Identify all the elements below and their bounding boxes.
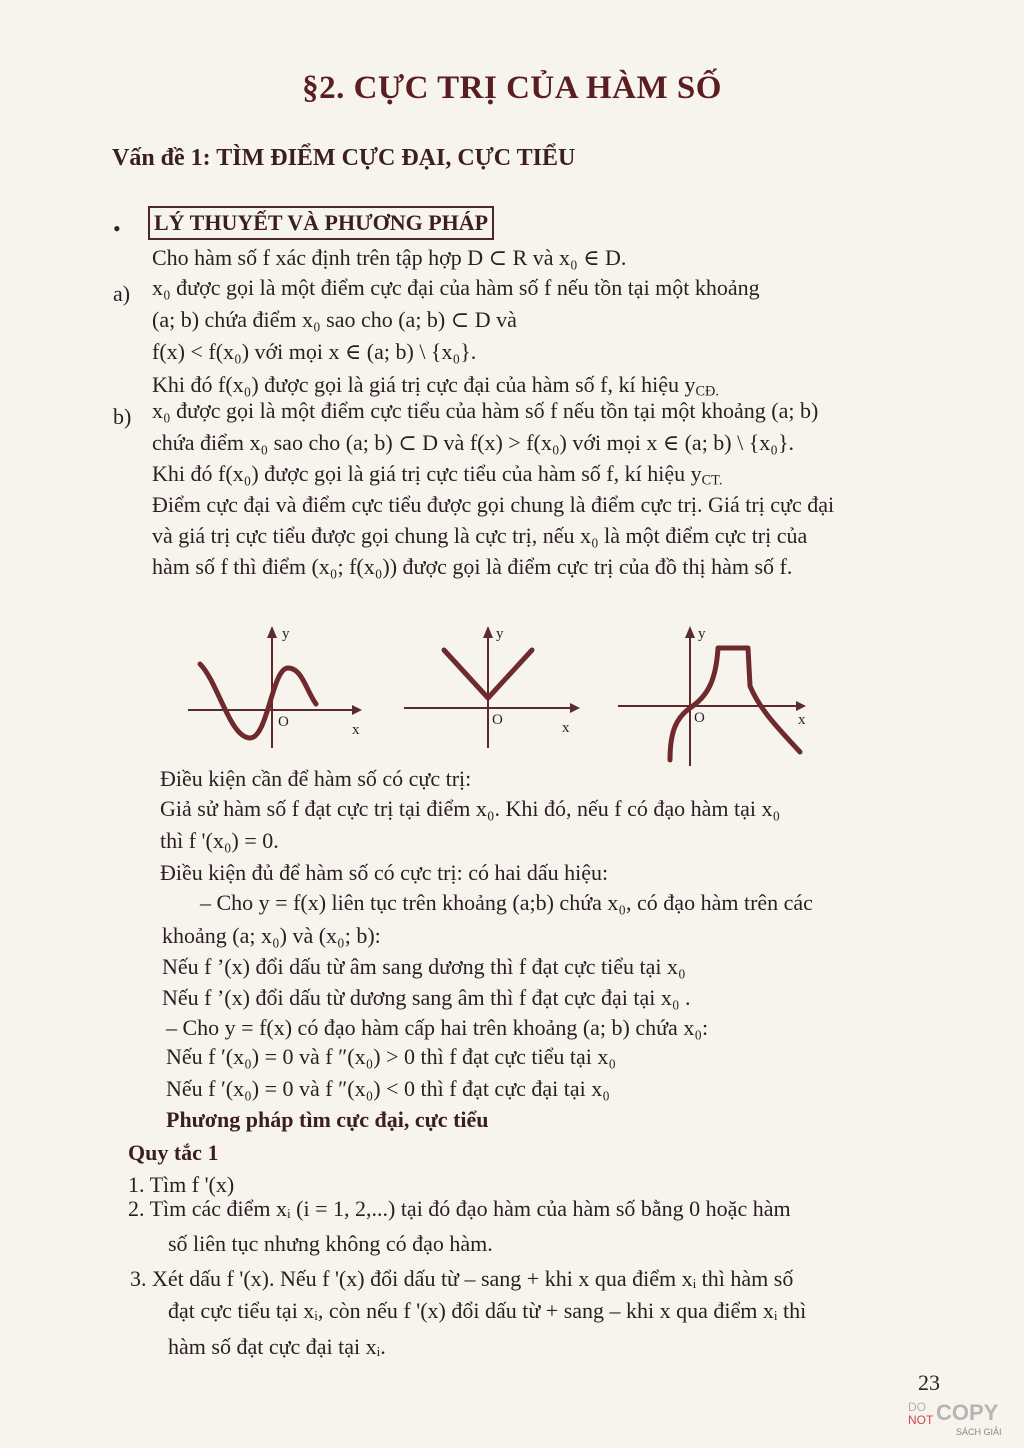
stamp-copy: COPY xyxy=(936,1400,999,1425)
bullet-icon: • xyxy=(113,216,121,241)
text-line: Điều kiện cần để hàm số có cực trị: xyxy=(160,766,472,791)
x-axis-arrow-icon xyxy=(352,705,362,715)
text-line xyxy=(152,461,722,490)
x-label: x xyxy=(352,722,360,738)
rule-heading: Quy tắc 1 xyxy=(128,1140,219,1165)
text-line: (a; b) chứa điểm x₀ sao cho (a; b) ⊂ D và xyxy=(152,307,517,332)
text-line: Nếu f ’(x) đổi dấu từ âm sang dương thì f đạt cực tiểu tại x₀ xyxy=(162,954,686,979)
page-number: 23 xyxy=(918,1370,940,1395)
curve xyxy=(200,664,316,738)
text-line: khoảng (a; x₀) và (x₀; b): xyxy=(162,923,381,948)
x-axis-arrow-icon xyxy=(570,703,580,713)
text-line: x₀ được gọi là một điểm cực tiểu của hàm số f nếu tồn tại một khoảng (a; b) xyxy=(152,398,819,423)
stamp-not: NOT xyxy=(908,1413,934,1427)
origin-label: O xyxy=(694,710,705,726)
graph-3 xyxy=(618,620,818,770)
text-line: hàm số f thì điểm (x₀; f(x₀)) được gọi là điểm cực trị của đồ thị hàm số f. xyxy=(152,554,793,579)
text-line: Nếu f ′(x₀) = 0 và f ″(x₀) < 0 thì f đạt cực đại tại x₀ xyxy=(166,1076,610,1101)
y-label: y xyxy=(698,626,706,642)
text-line: Nếu f ’(x) đổi dấu từ dương sang âm thì f đạt cực đại tại x₀ . xyxy=(162,985,691,1010)
text-line: chứa điểm x₀ sao cho (a; b) ⊂ D và f(x) > f(x₀) với mọi x ∈ (a; b) \ {x₀}. xyxy=(152,430,795,455)
section-heading: Vấn đề 1: TÌM ĐIỂM CỰC ĐẠI, CỰC TIỂU xyxy=(112,145,576,171)
y-label: y xyxy=(282,626,290,642)
text-line: và giá trị cực tiểu được gọi chung là cực trị, nếu x₀ là một điểm cực trị của xyxy=(152,523,808,548)
list-item: 3. Xét dấu f '(x). Nếu f '(x) đổi dấu từ – sang + khi x qua điểm xᵢ thì hàm số xyxy=(130,1266,794,1291)
stamp-brand: SÁCH GIẢI xyxy=(956,1427,1002,1437)
text-span: Khi đó f(x₀) được gọi là giá trị cực tiểu của hàm số f, kí hiệu y xyxy=(152,461,702,486)
text-line: f(x) < f(x₀) với mọi x ∈ (a; b) \ {x₀}. xyxy=(152,339,477,364)
text-line: Nếu f ′(x₀) = 0 và f ″(x₀) > 0 thì f đạt cực tiểu tại x₀ xyxy=(166,1044,617,1069)
list-item-continuation: đạt cực tiểu tại xᵢ, còn nếu f '(x) đổi dấu từ + sang – khi x qua điểm xᵢ thì xyxy=(168,1298,807,1323)
graph-1 xyxy=(188,620,368,750)
origin-label: O xyxy=(492,712,503,728)
list-item: 2. Tìm các điểm xᵢ (i = 1, 2,...) tại đó đạo hàm của hàm số bằng 0 hoặc hàm xyxy=(128,1196,791,1221)
text-span: Khi đó f(x₀) được gọi là giá trị cực đại của hàm số f, kí hiệu y xyxy=(152,372,696,397)
y-axis-arrow-icon xyxy=(267,626,277,638)
list-item-continuation: hàm số đạt cực đại tại xᵢ. xyxy=(168,1334,386,1359)
x-axis-arrow-icon xyxy=(796,701,806,711)
x-label: x xyxy=(798,712,806,728)
text-line: Điểm cực đại và điểm cực tiểu được gọi chung là điểm cực trị. Giá trị cực đại xyxy=(152,492,835,517)
list-item: 1. Tìm f '(x) xyxy=(128,1172,235,1197)
stamp-do: DO xyxy=(908,1400,926,1414)
text-line xyxy=(152,372,719,401)
theory-heading: LÝ THUYẾT VÀ PHƯƠNG PHÁP xyxy=(148,206,494,240)
item-label-a: a) xyxy=(113,281,131,306)
list-item-continuation: số liên tục nhưng không có đạo hàm. xyxy=(168,1231,493,1256)
do-not-copy-stamp xyxy=(906,1400,1014,1444)
origin-label: O xyxy=(278,714,289,730)
text-line: – Cho y = f(x) có đạo hàm cấp hai trên khoảng (a; b) chứa x₀: xyxy=(166,1015,709,1040)
text-line: – Cho y = f(x) liên tục trên khoảng (a;b) chứa x₀, có đạo hàm trên các xyxy=(200,890,813,915)
y-label: y xyxy=(496,626,504,642)
subscript-ct: CT. xyxy=(701,472,723,489)
text-line: x₀ được gọi là một điểm cực đại của hàm số f nếu tồn tại một khoảng xyxy=(152,275,760,300)
text-line: Cho hàm số f xác định trên tập hợp D ⊂ R và x₀ ∈ D. xyxy=(152,245,627,270)
method-heading: Phương pháp tìm cực đại, cực tiểu xyxy=(166,1107,489,1132)
page-title: §2. CỰC TRỊ CỦA HÀM SỐ xyxy=(302,70,722,106)
graph-2 xyxy=(404,620,584,750)
item-label-b: b) xyxy=(113,404,132,429)
text-line: Giả sử hàm số f đạt cực trị tại điểm x₀. Khi đó, nếu f có đạo hàm tại x₀ xyxy=(160,796,781,821)
text-line: thì f '(x₀) = 0. xyxy=(160,828,279,853)
subscript-cd: CĐ. xyxy=(695,383,719,400)
y-axis-arrow-icon xyxy=(483,626,493,638)
y-axis-arrow-icon xyxy=(685,626,695,638)
text-line: Điều kiện đủ để hàm số có cực trị: có hai dấu hiệu: xyxy=(160,860,609,885)
x-label: x xyxy=(562,720,570,736)
